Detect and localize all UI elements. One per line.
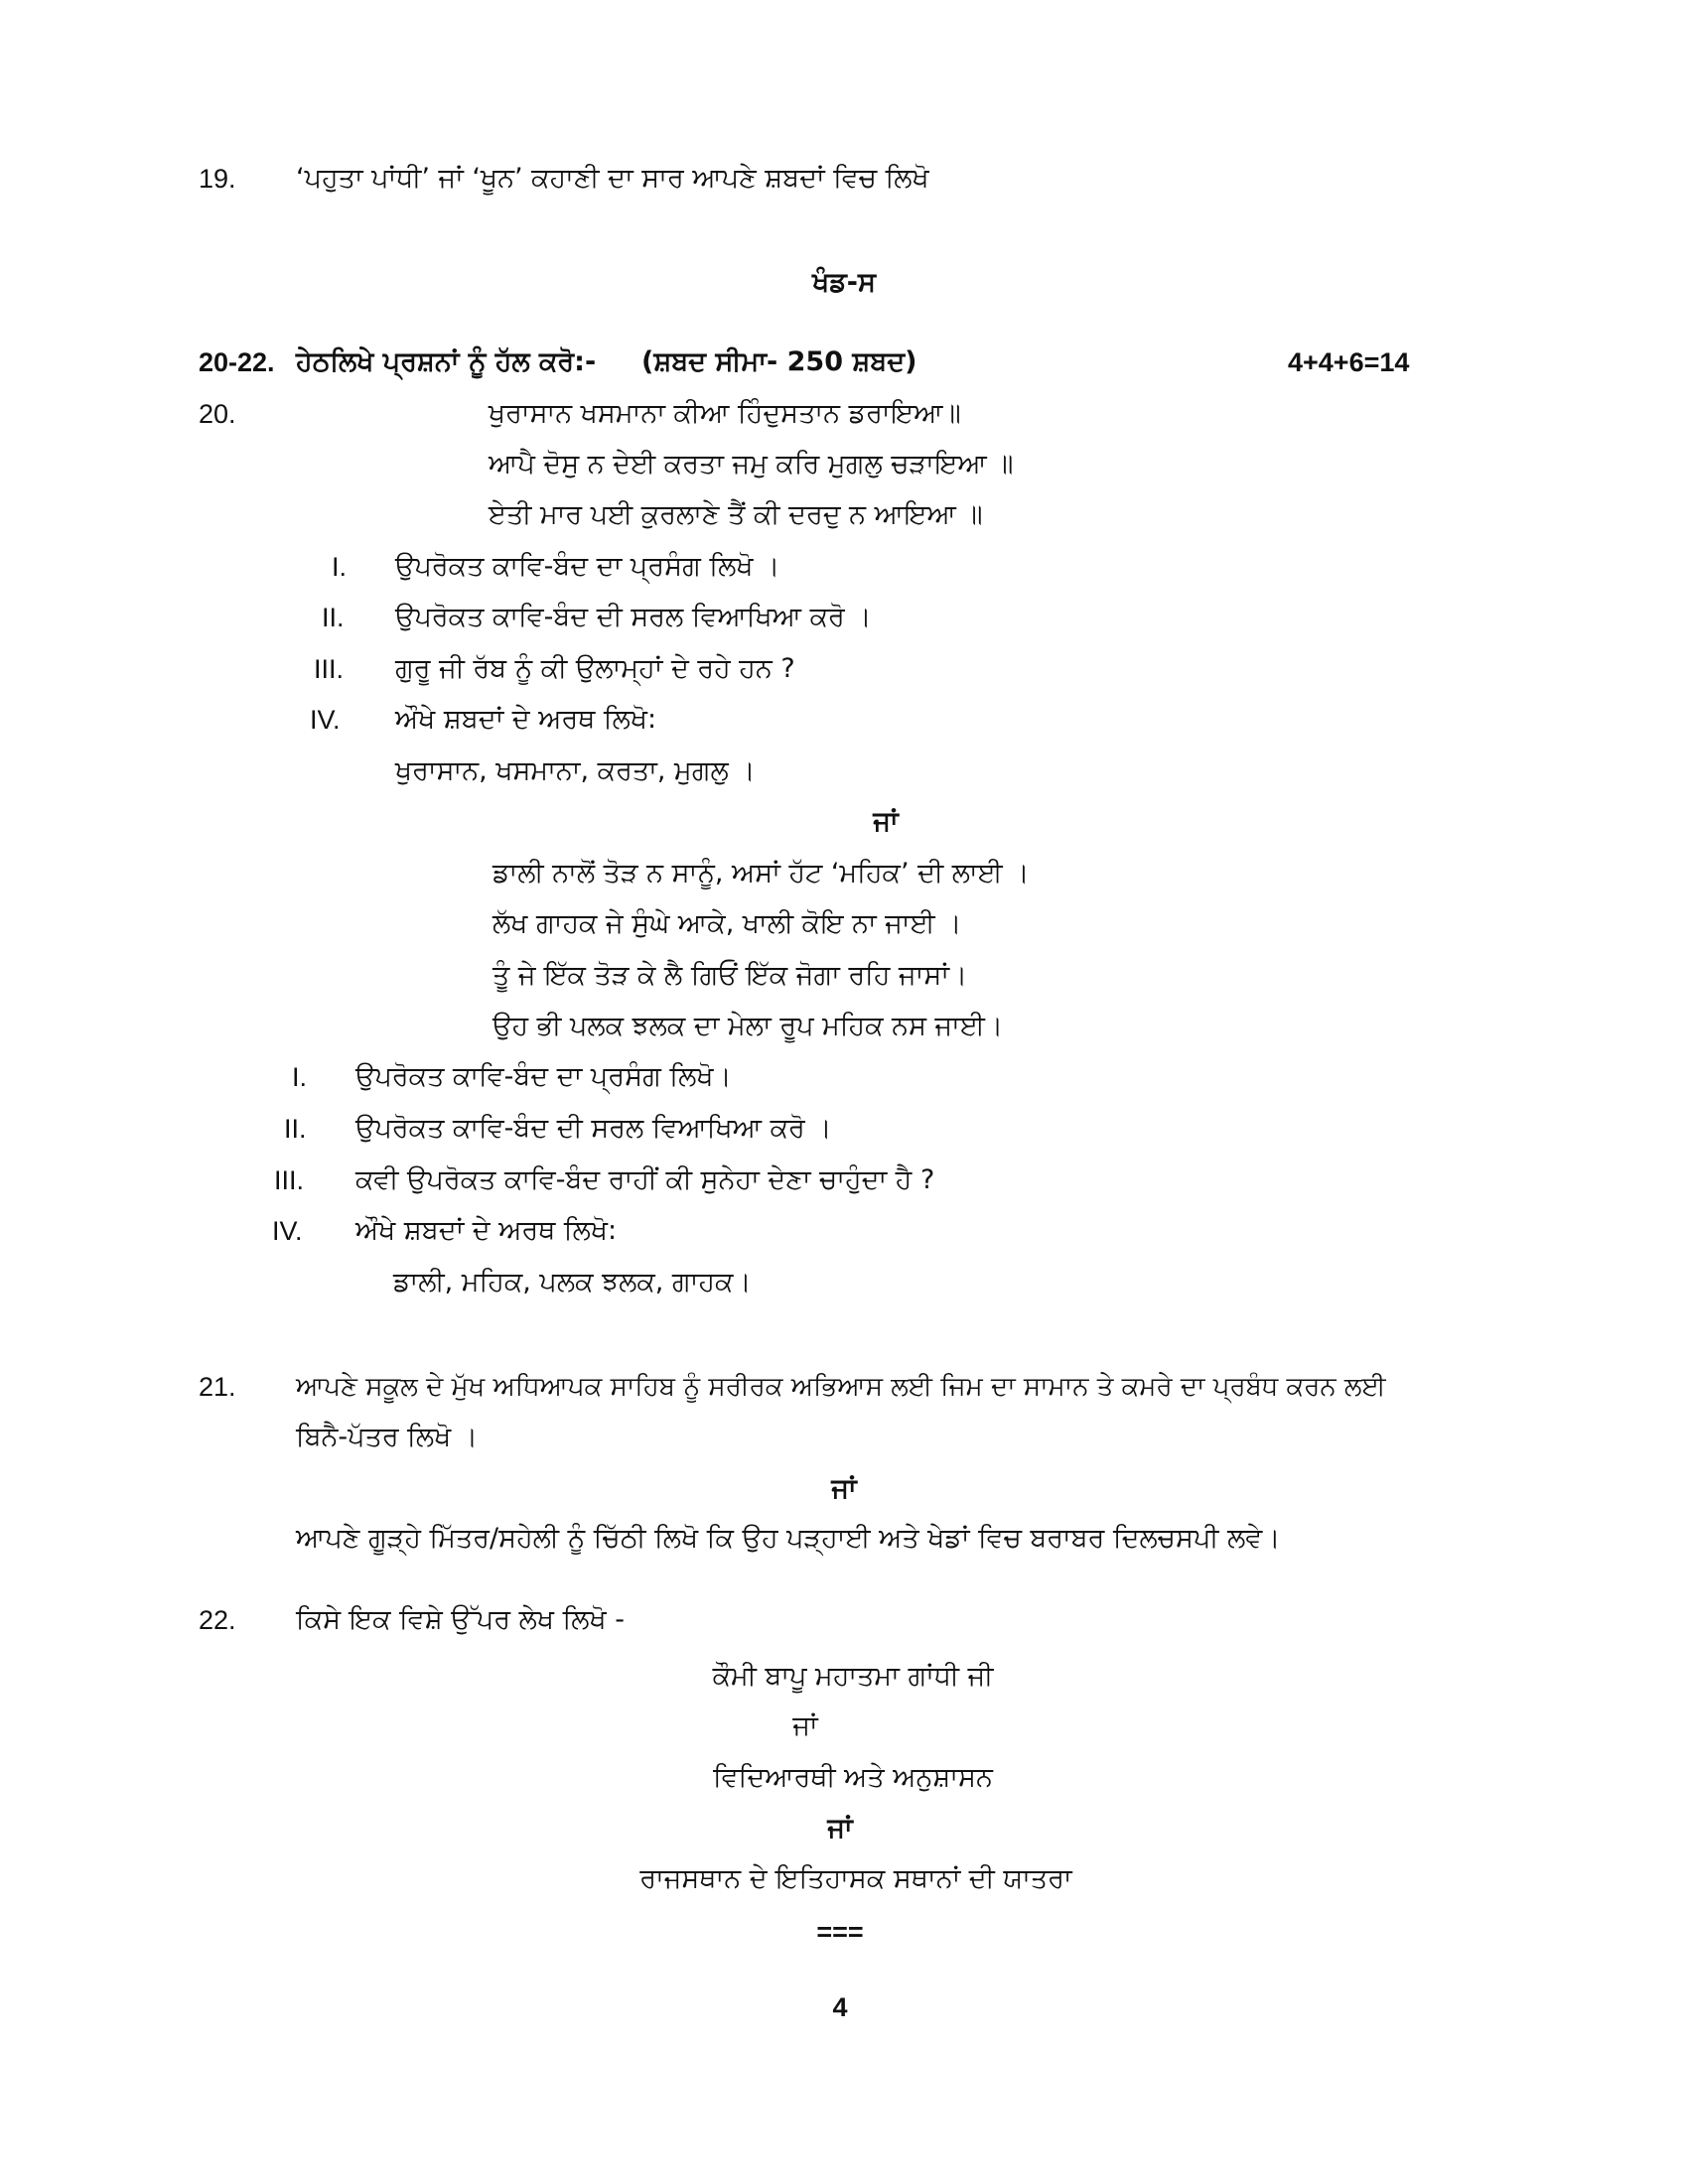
instruction-number: 20-22. [199, 347, 275, 377]
sub-question: ਗੁਰੂ ਜੀ ਰੱਬ ਨੂੰ ਕੀ ਉਲਾਮ੍ਹਾਂ ਦੇ ਰਹੇ ਹਨ ? [395, 653, 795, 684]
essay-topic-3: ਰਾਜਸਥਾਨ ਦੇ ਇਤਿਹਾਸਕ ਸਥਾਨਾਂ ਦੀ ਯਾਤਰਾ [639, 1863, 1072, 1894]
instruction-text: ਹੇਠਲਿਖੇ ਪ੍ਰਸ਼ਨਾਂ ਨੂੰ ਹੱਲ ਕਰੋ:- [296, 346, 597, 377]
question-number-21: 21. [199, 1372, 236, 1402]
question-21-text-cont: ਬਿਨੈ-ਪੱਤਰ ਲਿਖੋ । [296, 1422, 479, 1452]
verse-b-line: ਡਾਲੀ ਨਾਲੋਂ ਤੋੜ ਨ ਸਾਨੂੰ, ਅਸਾਂ ਹੱਟ ‘ਮਹਿਕ’ ਦੀ ਲਾਈ । [492, 858, 1030, 888]
question-19-text: ‘ਪਹੁਤਾ ਪਾਂਧੀ’ ਜਾਂ ‘ਖੂਨ’ ਕਹਾਣੀ ਦਾ ਸਾਰ ਆਪਣੇ ਸ਼ਬਦਾਂ ਵਿਚ ਲਿਖੋ [296, 163, 929, 194]
end-mark: === [816, 1917, 864, 1947]
sub-question: ਉਪਰੋਕਤ ਕਾਵਿ-ਬੰਦ ਦੀ ਸਰਲ ਵਿਆਖਿਆ ਕਰੋ । [355, 1113, 832, 1144]
essay-topic-2: ਵਿਦਿਆਰਥੀ ਅਤੇ ਅਨੁਸ਼ਾਸਨ [713, 1762, 993, 1793]
word-list: ਡਾਲੀ, ਮਹਿਕ, ਪਲਕ ਝਲਕ, ਗਾਹਕ। [393, 1267, 752, 1297]
sub-number: IV. [310, 705, 341, 735]
sub-number: I. [332, 552, 348, 582]
or-separator: ਜਾਂ [792, 1710, 818, 1741]
sub-question: ਔਖੇ ਸ਼ਬਦਾਂ ਦੇ ਅਰਥ ਲਿਖੋ: [355, 1215, 618, 1246]
page-number: 4 [832, 1992, 848, 2022]
verse-b-line: ਲੱਖ ਗਾਹਕ ਜੇ ਸੁੰਘੇ ਆਕੇ, ਖਾਲੀ ਕੋਇ ਨਾ ਜਾਈ । [492, 908, 962, 939]
question-21-alternative: ਆਪਣੇ ਗੂੜ੍ਹੇ ਮਿੱਤਰ/ਸਹੇਲੀ ਨੂੰ ਚਿੱਠੀ ਲਿਖੋ ਕਿ ਉਹ ਪੜ੍ਹਾਈ ਅਤੇ ਖੇਡਾਂ ਵਿਚ ਬਰਾਬਰ ਦਿਲਚਸਪੀ ਲਵੇ। [296, 1523, 1281, 1554]
question-22-text: ਕਿਸੇ ਇਕ ਵਿਸ਼ੇ ਉੱਪਰ ਲੇਖ ਲਿਖੋ - [296, 1604, 625, 1635]
sub-question: ਉਪਰੋਕਤ ਕਾਵਿ-ਬੰਦ ਦਾ ਪ੍ਰਸੰਗ ਲਿਖੋ । [395, 551, 780, 582]
word-limit: (ਸ਼ਬਦ ਸੀਮਾ- 250 ਸ਼ਬਦ) [641, 346, 917, 377]
sub-question: ਕਵੀ ਉਪਰੋਕਤ ਕਾਵਿ-ਬੰਦ ਰਾਹੀਂ ਕੀ ਸੁਨੇਹਾ ਦੇਣਾ ਚਾਹੁੰਦਾ ਹੈ ? [355, 1164, 935, 1195]
sub-number: III. [314, 654, 345, 684]
verse-a-line: ਏਤੀ ਮਾਰ ਪਈ ਕੁਰਲਾਣੇ ਤੈਂ ਕੀ ਦਰਦੁ ਨ ਆਇਆ ॥ [489, 499, 983, 530]
question-number-19: 19. [199, 164, 236, 194]
essay-topic-1: ਕੌਮੀ ਬਾਪੂ ਮਹਾਤਮਾ ਗਾਂਧੀ ਜੀ [712, 1661, 994, 1692]
question-number-22: 22. [199, 1605, 236, 1635]
sub-question: ਉਪਰੋਕਤ ਕਾਵਿ-ਬੰਦ ਦਾ ਪ੍ਰਸੰਗ ਲਿਖੋ। [355, 1061, 732, 1092]
sub-number: II. [322, 603, 345, 632]
verse-b-line: ਉਹ ਭੀ ਪਲਕ ਝਲਕ ਦਾ ਮੇਲਾ ਰੂਪ ਮਹਿਕ ਨਸ ਜਾਈ। [492, 1011, 1004, 1041]
verse-a-line: ਖੁਰਾਸਾਨ ਖਸਮਾਨਾ ਕੀਆ ਹਿੰਦੁਸਤਾਨ ਡਰਾਇਆ॥ [489, 398, 961, 429]
sub-number: II. [284, 1114, 307, 1144]
section-title: ਖੰਡ-ਸ [812, 267, 876, 298]
verse-b-line: ਤੂੰ ਜੇ ਇੱਕ ਤੋੜ ਕੇ ਲੈ ਗਿਓਂ ਇੱਕ ਜੋਗਾ ਰਹਿ ਜਾਸਾਂ। [492, 960, 968, 991]
sub-question: ਉਪਰੋਕਤ ਕਾਵਿ-ਬੰਦ ਦੀ ਸਰਲ ਵਿਆਖਿਆ ਕਰੋ । [395, 602, 872, 632]
word-list: ਖੁਰਾਸਾਨ, ਖਸਮਾਨਾ, ਕਰਤਾ, ਮੁਗਲੁ । [395, 755, 756, 786]
sub-number: III. [274, 1165, 305, 1195]
sub-number: IV. [272, 1216, 303, 1246]
sub-number: I. [292, 1062, 308, 1092]
question-21-text: ਆਪਣੇ ਸਕੂਲ ਦੇ ਮੁੱਖ ਅਧਿਆਪਕ ਸਾਹਿਬ ਨੂੰ ਸਰੀਰਕ ਅਭਿਆਸ ਲਈ ਜਿਮ ਦਾ ਸਾਮਾਨ ਤੇ ਕਮਰੇ ਦਾ ਪ੍ਰਬੰਧ ਕਰਨ ਲਈ [296, 1372, 1386, 1402]
marks: 4+4+6=14 [1288, 347, 1410, 377]
sub-question: ਔਖੇ ਸ਼ਬਦਾਂ ਦੇ ਅਰਥ ਲਿਖੋ: [395, 704, 657, 735]
or-separator: ਜਾਂ [873, 806, 899, 837]
or-separator: ਜਾਂ [827, 1813, 853, 1843]
or-separator: ਜਾਂ [831, 1473, 857, 1504]
verse-a-line: ਆਪੈ ਦੋਸੁ ਨ ਦੇਈ ਕਰਤਾ ਜਮੁ ਕਰਿ ਮੁਗਲੁ ਚੜਾਇਆ ॥ [489, 449, 1014, 479]
question-number-20: 20. [199, 399, 236, 429]
